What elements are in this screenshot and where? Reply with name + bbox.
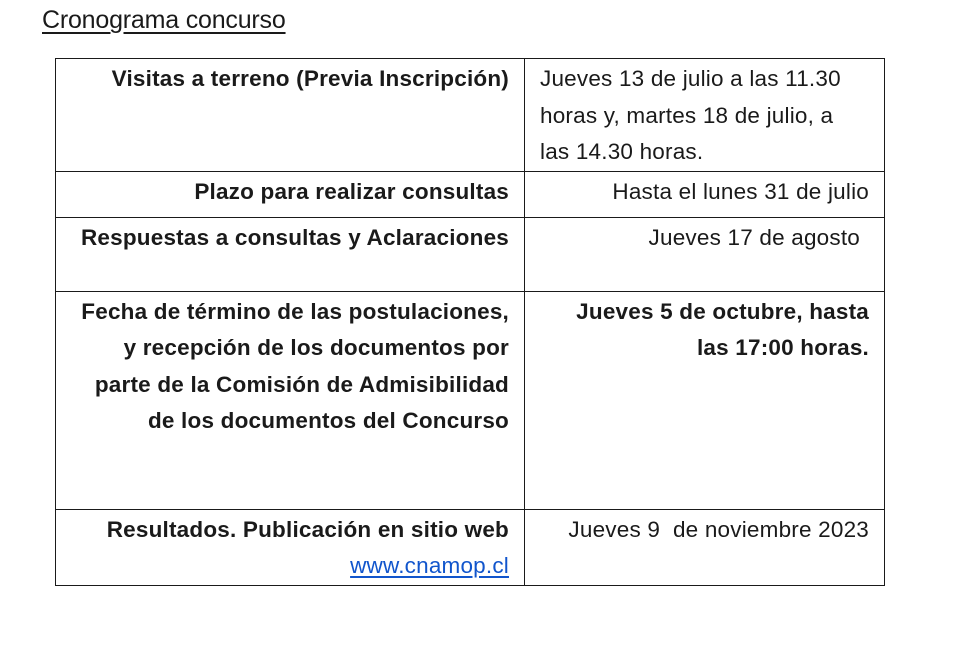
row-label-results: [56, 509, 525, 585]
table-row: [56, 291, 885, 509]
row-label-application-deadline: Fecha de término de las postulaciones, y recepción de los documentos por parte de la Comisión de Admisibilidad de los documentos del Concurso: [56, 291, 525, 509]
row-value-results: Jueves 9 de noviembre 2023: [525, 509, 885, 585]
table-row: [56, 217, 885, 291]
document-heading: Cronograma concurso: [42, 6, 286, 34]
row-label-site-visits: Visitas a terreno (Previa Inscripción): [56, 59, 525, 172]
row-label-results-text: Resultados. Publicación en sitio web: [106, 516, 509, 542]
row-value-application-deadline: Jueves 5 de octubre, hasta las 17:00 horas.: [525, 291, 885, 509]
row-value-site-visits: Jueves 13 de julio a las 11.30 horas y, martes 18 de julio, a las 14.30 horas.: [525, 59, 885, 172]
row-label-questions-deadline: Plazo para realizar consultas: [56, 171, 525, 217]
table-row: [56, 509, 885, 585]
cnamop-website-link[interactable]: www.cnamop.cl: [350, 553, 509, 578]
schedule-table: [55, 58, 885, 586]
row-value-answers-text: Jueves 17 de agosto: [648, 224, 860, 250]
table-row: [56, 59, 885, 172]
row-value-questions-deadline: Hasta el lunes 31 de julio: [525, 171, 885, 217]
row-label-answers: Respuestas a consultas y Aclaraciones: [56, 217, 525, 291]
table-row: [56, 171, 885, 217]
row-value-answers: [525, 217, 885, 291]
